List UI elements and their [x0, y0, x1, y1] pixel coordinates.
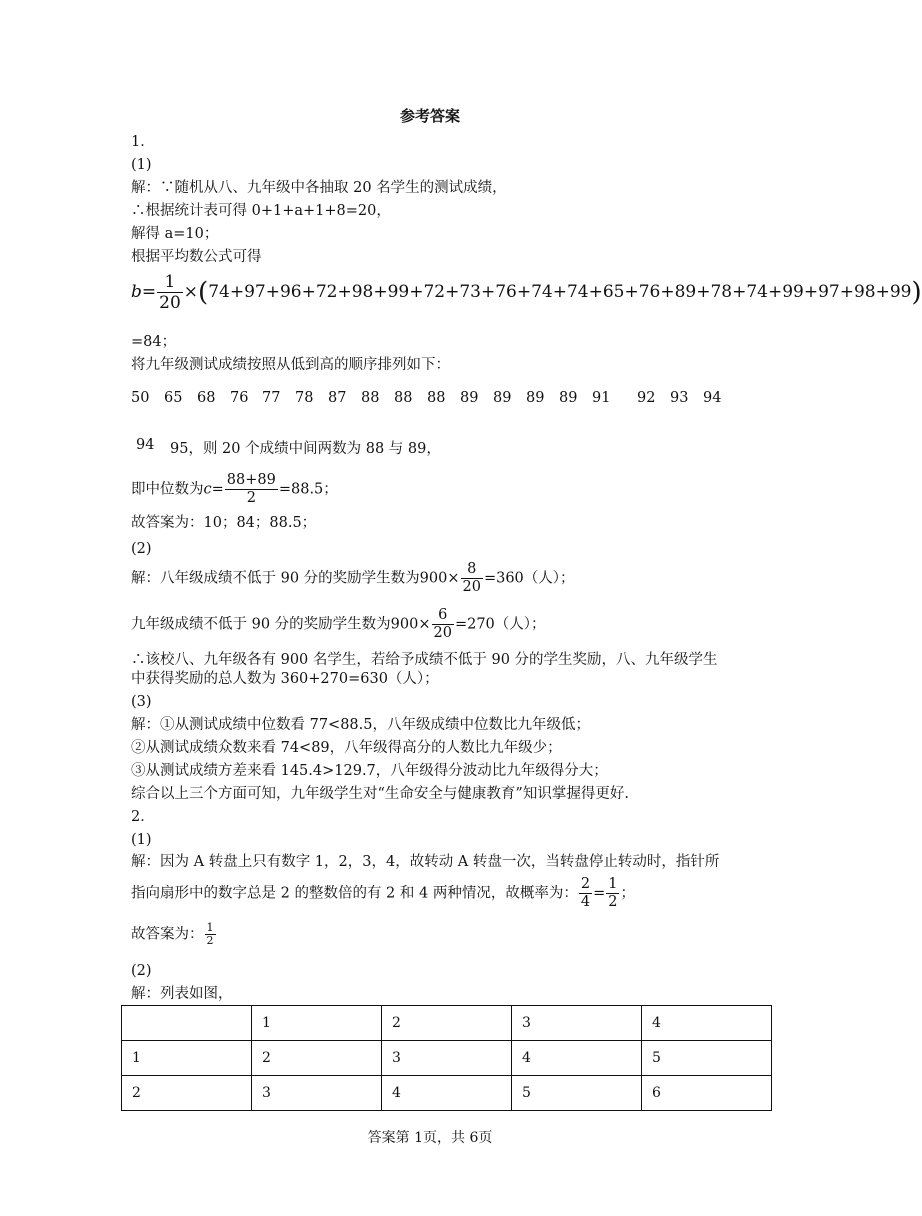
- mean-result: =84；: [131, 334, 177, 350]
- part-1-label: (1): [131, 157, 152, 173]
- solution-line: 解：列表如图，: [131, 986, 233, 1002]
- fraction: $\frac{2}{4}$: [580, 876, 591, 910]
- mean-terms: 74+97+96+72+98+99+72+73+76+74+74+65+76+89+78+74+99+97+98+99: [208, 282, 912, 302]
- score-value: 92: [637, 390, 656, 406]
- fraction: $\frac{6}{20}$: [433, 607, 452, 641]
- answer-line: 故答案为： $\frac{1}{2}$: [131, 921, 214, 947]
- reward-line-grade9: 九年级成绩不低于 90 分的奖励学生数为900× $\frac{6}{20}$ =270（人）；: [131, 607, 546, 641]
- mean-formula: b= $\frac{1}{20}$ ×(74+97+96+72+98+99+72+73+76+74+74+65+76+89+78+74+99+97+98+99): [131, 272, 922, 313]
- solution-line: 根据平均数公式可得: [131, 249, 262, 265]
- score-value: 94: [136, 437, 155, 453]
- table-cell: 4: [642, 1006, 772, 1041]
- table-cell: 3: [382, 1041, 512, 1076]
- score-value: 78: [295, 390, 314, 406]
- solution-line: 综合以上三个方面可知，九年级学生对“生命安全与健康教育”知识掌握得更好.: [131, 786, 629, 802]
- solution-line: 中获得奖励的总人数为 360+270=630（人）；: [131, 671, 439, 687]
- part-1-label: (1): [131, 832, 152, 848]
- table-row: [122, 1041, 772, 1076]
- table-cell: 3: [252, 1076, 382, 1111]
- score-value: 68: [197, 390, 216, 406]
- table-cell: 4: [512, 1041, 642, 1076]
- table-cell: 3: [512, 1006, 642, 1041]
- score-value: 89: [493, 390, 512, 406]
- fraction: $\frac{1}{20}$: [159, 272, 181, 313]
- table-row: [122, 1006, 772, 1041]
- solution-line: ∴根据统计表可得 0+1+a+1+8=20，: [131, 203, 391, 219]
- table-row: [122, 1076, 772, 1111]
- question-2-number: 2．: [131, 809, 155, 825]
- table-cell: 2: [382, 1006, 512, 1041]
- table-cell: 4: [382, 1076, 512, 1111]
- page-footer: 答案第 1页，共 6页: [367, 1130, 493, 1146]
- page-title: 参考答案: [399, 107, 460, 125]
- part-2-label: (2): [131, 963, 152, 979]
- solution-line: 解得 a=10；: [131, 226, 219, 242]
- sum-table: [121, 1005, 772, 1111]
- score-value: 94: [703, 390, 722, 406]
- var-b: b: [131, 282, 142, 302]
- table-cell: 1: [122, 1041, 252, 1076]
- table-cell: 6: [642, 1076, 772, 1111]
- table-cell: [122, 1006, 252, 1041]
- median-line: 即中位数为c= $\frac{88+89}{2}$ =88.5；: [131, 472, 338, 506]
- solution-line: ∴该校八、九年级各有 900 名学生，若给予成绩不低于 90 分的学生奖励，八、九年级学生: [131, 652, 718, 668]
- table-cell: 2: [252, 1041, 382, 1076]
- score-value: 88: [427, 390, 446, 406]
- solution-line: 解：∵随机从八、九年级中各抽取 20 名学生的测试成绩，: [131, 180, 507, 196]
- reward-line-grade8: 解：八年级成绩不低于 90 分的奖励学生数为900× $\frac{8}{20}$ =360（人）；: [131, 561, 575, 595]
- score-value: 91: [592, 390, 611, 406]
- score-value: 50: [131, 390, 150, 406]
- score-value: 89: [559, 390, 578, 406]
- fraction: $\frac{1}{2}$: [206, 921, 214, 947]
- question-1-number: 1．: [131, 134, 155, 150]
- solution-line: 95，则 20 个成绩中间两数为 88 与 89，: [170, 441, 441, 457]
- fraction: $\frac{1}{2}$: [608, 876, 618, 910]
- table-cell: 5: [512, 1076, 642, 1111]
- score-value: 76: [230, 390, 249, 406]
- table-cell: 5: [642, 1041, 772, 1076]
- score-value: 93: [670, 390, 689, 406]
- score-value: 77: [262, 390, 281, 406]
- probability-line: 指向扇形中的数字总是 2 的整数倍的有 2 和 4 两种情况，故概率为： $\frac{2}{4}$ = $\frac{1}{2}$ ；: [131, 876, 635, 910]
- score-value: 87: [328, 390, 347, 406]
- answer-line: 故答案为：10；84；88.5；: [131, 515, 317, 531]
- table-cell: 2: [122, 1076, 252, 1111]
- part-2-label: (2): [131, 541, 152, 557]
- score-value: 89: [526, 390, 545, 406]
- solution-line: ②从测试成绩众数来看 74<89，八年级得高分的人数比九年级少；: [131, 740, 562, 756]
- fraction: $\frac{8}{20}$: [462, 561, 481, 595]
- part-3-label: (3): [131, 694, 152, 710]
- score-value: 88: [361, 390, 380, 406]
- solution-line: 解：因为 A 转盘上只有数字 1，2，3，4，故转动 A 转盘一次，当转盘停止转动时，指针所: [131, 854, 720, 870]
- solution-line: ③从测试成绩方差来看 145.4>129.7，八年级得分波动比九年级得分大；: [131, 763, 608, 779]
- score-value: 65: [164, 390, 183, 406]
- fraction: $\frac{88+89}{2}$: [226, 472, 276, 506]
- solution-line: 解：①从测试成绩中位数看 77<88.5，八年级成绩中位数比九年级低；: [131, 717, 590, 733]
- table-cell: 1: [252, 1006, 382, 1041]
- score-value: 89: [460, 390, 479, 406]
- solution-line: 将九年级测试成绩按照从低到高的顺序排列如下：: [131, 357, 450, 373]
- score-value: 88: [394, 390, 413, 406]
